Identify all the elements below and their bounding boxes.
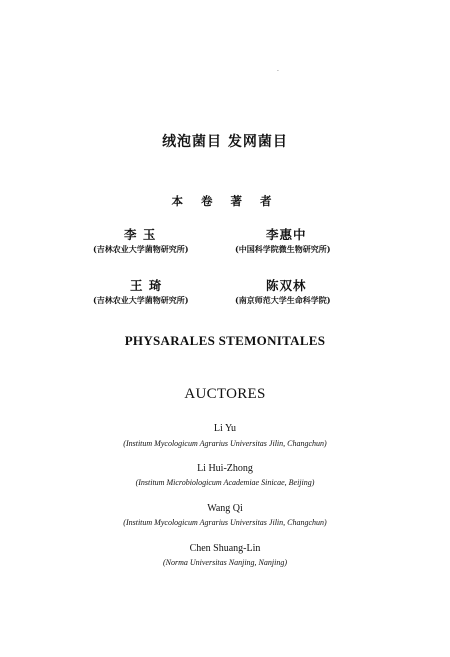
editors-heading: 本 卷 著 者 (171, 194, 279, 208)
page-speck: · (277, 68, 279, 75)
author-cn-name-2: 李惠中 (266, 227, 307, 242)
author-cn-affiliation-2: (中国科学院微生物研究所) (235, 244, 331, 254)
author-cn-name-4: 陈双林 (266, 278, 307, 293)
title-latin: PHYSARALES STEMONITALES (124, 333, 326, 348)
author-cn-name-3: 王 琦 (130, 278, 163, 293)
author-cn-affiliation-1: (吉林农业大学菌物研究所) (93, 244, 189, 254)
author-latin-name-3: Wang Qi (207, 503, 243, 514)
author-latin-affiliation-3: (Institum Mycologicum Agrarius Universitas Jilin, Changchun) (123, 518, 327, 527)
author-latin-name-1: Li Yu (213, 423, 237, 434)
author-latin-affiliation-1: (Institum Mycologicum Agrarius Universitas Jilin, Changchun) (123, 439, 327, 448)
author-cn-name-1: 李 玉 (124, 227, 157, 242)
author-latin-name-2: Li Hui-Zhong (197, 463, 253, 474)
author-latin-affiliation-2: (Institum Microbiologicum Academiae Sinicae, Beijing) (135, 478, 315, 487)
author-cn-affiliation-3: (吉林农业大学菌物研究所) (93, 295, 189, 305)
author-latin-name-4: Chen Shuang-Lin (189, 543, 261, 554)
title-chinese: 绒泡菌目 发网菌目 (162, 134, 288, 150)
author-cn-affiliation-4: (南京师范大学生命科学院) (235, 295, 331, 305)
auctores-heading: AUCTORES (184, 386, 266, 402)
author-latin-affiliation-4: (Norma Universitas Nanjing, Nanjing) (162, 558, 287, 567)
